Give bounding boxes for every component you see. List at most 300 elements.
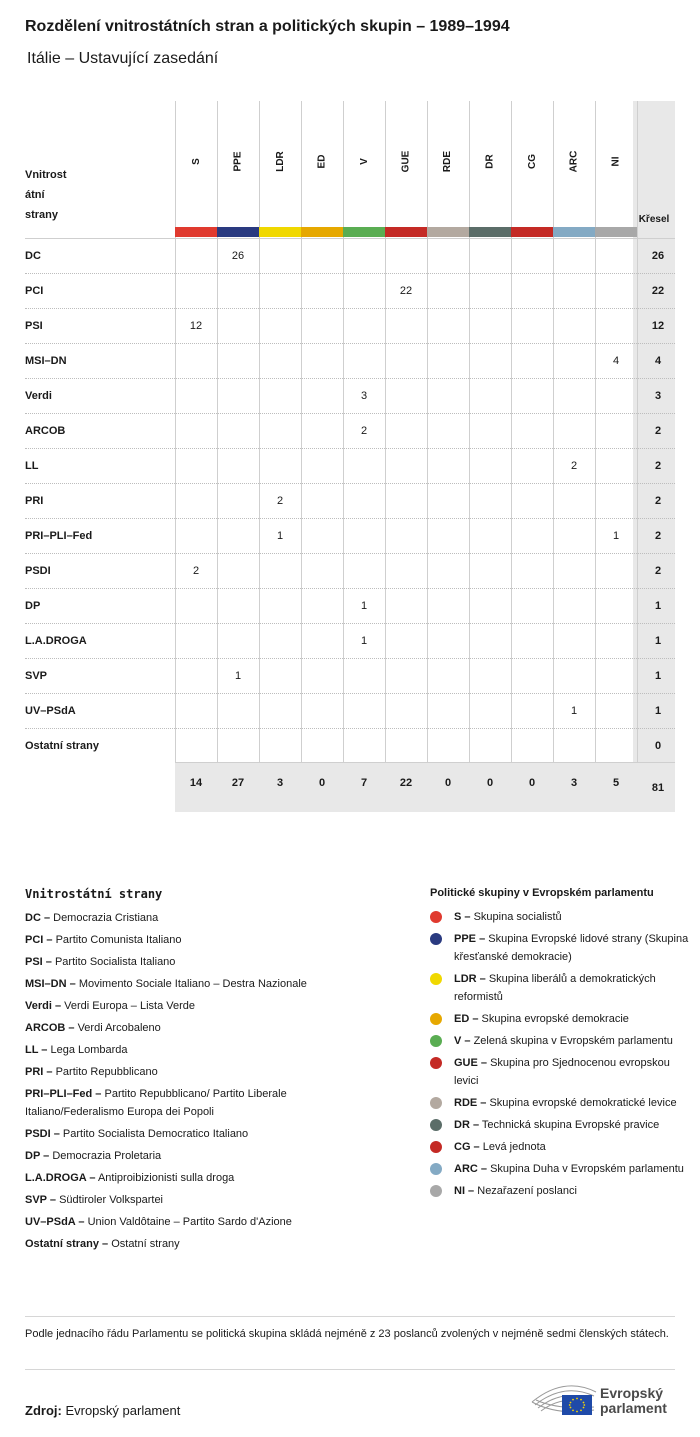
value-cell (469, 379, 511, 414)
value-cell (301, 274, 343, 309)
value-cell (553, 344, 595, 379)
value-cell (511, 554, 553, 589)
value-cell (511, 694, 553, 729)
party-abbr: PCI – (25, 934, 53, 946)
value-cell (175, 274, 217, 309)
group-column-header (259, 101, 301, 221)
party-name-cell: Verdi (25, 390, 52, 402)
value-cell (553, 484, 595, 519)
group-code-label: PPE (232, 150, 244, 172)
value-cell (301, 484, 343, 519)
party-name-cell: DC (25, 250, 41, 262)
total-cell: 7 (360, 777, 368, 789)
value-cell (217, 624, 259, 659)
table-row (25, 343, 675, 378)
party-column-header (25, 165, 105, 225)
value-cell (427, 484, 469, 519)
seats-cell: 12 (651, 320, 665, 332)
table-row (25, 378, 675, 413)
party-abbr: Verdi – (25, 1000, 62, 1012)
group-legend-item (430, 1138, 690, 1156)
group-column-header (175, 101, 217, 221)
total-cell: 22 (399, 777, 413, 789)
footnote: Podle jednacího řádu Parlamentu se politická skupina skládá nejméně z 23 poslanců zvolených v nejméně sedmi členských státech. (25, 1316, 675, 1370)
group-full-name: Nezařazení poslanci (477, 1185, 577, 1197)
group-abbr: LDR – (454, 973, 486, 985)
party-full-name: Democrazia Cristiana (53, 912, 159, 924)
group-full-name: Skupina evropské demokratické levice (489, 1097, 677, 1109)
group-code-label: RDE (442, 150, 454, 172)
value-cell (385, 309, 427, 344)
value-cell: 1 (612, 530, 620, 542)
value-cell (469, 624, 511, 659)
value-cell (301, 449, 343, 484)
party-full-name: Verdi Arcobaleno (77, 1022, 161, 1034)
group-code-label: NI (610, 156, 622, 166)
total-cell: 27 (231, 777, 245, 789)
table-row (25, 273, 675, 308)
value-cell (595, 694, 637, 729)
value-cell: 22 (399, 285, 413, 297)
group-color-dot-icon (430, 1141, 442, 1153)
party-name-cell: PCI (25, 285, 44, 297)
value-cell (217, 484, 259, 519)
value-cell (553, 239, 595, 274)
value-cell: 2 (276, 495, 284, 507)
group-abbr: GUE – (454, 1057, 488, 1069)
table-row (25, 658, 675, 693)
party-name-cell: DP (25, 600, 41, 612)
group-full-name: Skupina Evropské lidové strany (Skupina křesťanské demokracie) (454, 933, 689, 963)
source-line (25, 1403, 180, 1418)
value-cell (259, 589, 301, 624)
group-abbr: S – (454, 911, 471, 923)
value-cell (301, 519, 343, 554)
party-name-cell: SVP (25, 670, 48, 682)
group-column-header (343, 101, 385, 221)
party-legend-item (25, 1063, 385, 1081)
group-legend-item (430, 1182, 690, 1200)
group-code-label: CG (526, 153, 538, 169)
party-abbr: LL – (25, 1044, 48, 1056)
value-cell (511, 344, 553, 379)
value-cell: 1 (234, 670, 242, 682)
value-cell (175, 519, 217, 554)
party-abbr: SVP – (25, 1194, 56, 1206)
value-cell (385, 659, 427, 694)
value-cell (427, 414, 469, 449)
group-abbr: PPE – (454, 933, 486, 945)
group-column-header (217, 101, 259, 221)
party-full-name: Ostatní strany (111, 1238, 180, 1250)
value-cell (427, 344, 469, 379)
source-value: Evropský parlament (65, 1403, 181, 1418)
value-cell (175, 414, 217, 449)
logo-text-line: Evropský (600, 1385, 664, 1401)
logo-text-line: parlament (600, 1400, 667, 1416)
value-cell (469, 484, 511, 519)
value-cell (427, 554, 469, 589)
value-cell (301, 414, 343, 449)
value-cell (553, 624, 595, 659)
national-parties-legend-title: Vnitrostátní strany (25, 887, 163, 901)
value-cell (301, 694, 343, 729)
value-cell (259, 554, 301, 589)
value-cell (511, 449, 553, 484)
group-code-label: GUE (400, 150, 412, 172)
group-color-bar (511, 227, 553, 237)
party-abbr: DP – (25, 1150, 50, 1162)
party-name-cell: LL (25, 460, 39, 472)
value-cell (553, 519, 595, 554)
group-abbr: V – (454, 1035, 471, 1047)
group-legend-item (430, 1094, 690, 1112)
group-code-label: DR (484, 153, 496, 169)
value-cell (427, 624, 469, 659)
total-cell: 0 (318, 777, 326, 789)
value-cell (385, 624, 427, 659)
group-code-label: ED (316, 154, 328, 168)
value-cell (301, 554, 343, 589)
table-row (25, 553, 675, 588)
party-legend-item (25, 975, 385, 993)
political-groups-legend (430, 887, 690, 1204)
page-subtitle: Itálie – Ustavující zasedání (27, 50, 219, 67)
party-legend-item (25, 1147, 385, 1165)
group-code-label: V (358, 157, 370, 165)
value-cell (511, 484, 553, 519)
value-cell: 26 (231, 250, 245, 262)
group-color-dot-icon (430, 973, 442, 985)
value-cell (301, 309, 343, 344)
value-cell (469, 659, 511, 694)
party-header-line: Vnitrost (25, 169, 67, 181)
group-color-bar (259, 227, 301, 237)
value-cell (343, 274, 385, 309)
total-cell: 0 (528, 777, 536, 789)
seats-cell: 2 (654, 460, 662, 472)
group-color-dot-icon (430, 1057, 442, 1069)
value-cell (259, 694, 301, 729)
value-cell (595, 554, 637, 589)
group-full-name: Skupina pro Sjednocenou evropskou levici (454, 1057, 670, 1087)
value-cell (343, 344, 385, 379)
party-header-line: strany (25, 209, 59, 221)
party-full-name: Partito Socialista Democratico Italiano (62, 1128, 249, 1140)
party-legend-item (25, 953, 385, 971)
value-cell (217, 414, 259, 449)
value-cell (595, 449, 637, 484)
value-cell: 1 (276, 530, 284, 542)
value-cell (343, 554, 385, 589)
value-cell (511, 414, 553, 449)
party-abbr: PSI – (25, 956, 52, 968)
value-cell (175, 379, 217, 414)
value-cell (469, 274, 511, 309)
group-abbr: RDE – (454, 1097, 487, 1109)
party-abbr: ARCOB – (25, 1022, 75, 1034)
party-abbr: PRI–PLI–Fed – (25, 1088, 102, 1100)
value-cell: 1 (570, 705, 578, 717)
group-full-name: Zelená skupina v Evropském parlamentu (473, 1035, 673, 1047)
party-abbr: PSDI – (25, 1128, 60, 1140)
seats-cell: 1 (654, 600, 662, 612)
value-cell (301, 589, 343, 624)
value-cell (217, 274, 259, 309)
value-cell (175, 624, 217, 659)
value-cell (217, 554, 259, 589)
group-legend-item (430, 1032, 690, 1050)
value-cell (259, 624, 301, 659)
group-code-label: S (190, 157, 202, 165)
value-cell (427, 239, 469, 274)
table-row (25, 238, 675, 273)
group-code-label: ARC (568, 150, 580, 172)
group-column-header (595, 101, 637, 221)
seats-cell: 3 (654, 390, 662, 402)
seats-cell: 22 (651, 285, 665, 297)
value-cell (595, 484, 637, 519)
party-abbr: UV–PSdA – (25, 1216, 85, 1228)
party-full-name: Movimento Sociale Italiano – Destra Nazionale (78, 978, 307, 990)
group-color-dot-icon (430, 1097, 442, 1109)
value-cell (175, 729, 217, 764)
value-cell (385, 379, 427, 414)
value-cell (301, 624, 343, 659)
table-row (25, 623, 675, 658)
value-cell: 3 (360, 390, 368, 402)
party-full-name: Democrazia Proletaria (52, 1150, 162, 1162)
seats-cell: 0 (654, 740, 662, 752)
table-row (25, 308, 675, 343)
seats-cell: 1 (654, 705, 662, 717)
page-title: Rozdělení vnitrostátních stran a politických skupin – 1989–1994 (25, 18, 510, 35)
value-cell (511, 274, 553, 309)
value-cell (385, 519, 427, 554)
group-abbr: DR – (454, 1119, 480, 1131)
group-column-header (511, 101, 553, 221)
value-cell (385, 344, 427, 379)
party-legend-item (25, 1169, 385, 1187)
party-legend-item (25, 909, 385, 927)
value-cell (385, 239, 427, 274)
totals-row (175, 762, 675, 812)
group-color-bar (175, 227, 217, 237)
table-row (25, 518, 675, 553)
value-cell (301, 379, 343, 414)
party-abbr: DC – (25, 912, 51, 924)
value-cell (469, 729, 511, 764)
party-full-name: Partito Comunista Italiano (55, 934, 182, 946)
party-full-name: Verdi Europa – Lista Verde (64, 1000, 196, 1012)
seats-cell: 26 (651, 250, 665, 262)
value-cell (427, 309, 469, 344)
value-cell (469, 414, 511, 449)
party-abbr: PRI – (25, 1066, 53, 1078)
value-cell (511, 589, 553, 624)
value-cell (385, 694, 427, 729)
value-cell: 2 (570, 460, 578, 472)
party-legend-item (25, 1235, 385, 1253)
value-cell (427, 274, 469, 309)
group-color-bar (217, 227, 259, 237)
total-seats-cell: 81 (651, 782, 665, 794)
seats-cell: 1 (654, 670, 662, 682)
group-full-name: Skupina Duha v Evropském parlamentu (490, 1163, 684, 1175)
party-name-cell: PSI (25, 320, 43, 332)
value-cell (343, 484, 385, 519)
table-row (25, 588, 675, 623)
value-cell (553, 379, 595, 414)
party-full-name: Partito Socialista Italiano (54, 956, 176, 968)
party-legend-item (25, 997, 385, 1015)
value-cell (259, 274, 301, 309)
value-cell (217, 344, 259, 379)
value-cell (595, 659, 637, 694)
group-legend-item (430, 970, 690, 1006)
value-cell (259, 729, 301, 764)
value-cell (217, 589, 259, 624)
group-color-dot-icon (430, 1185, 442, 1197)
group-color-bar (595, 227, 637, 237)
party-legend-item (25, 1125, 385, 1143)
group-color-bar (343, 227, 385, 237)
value-cell: 2 (360, 425, 368, 437)
value-cell (301, 659, 343, 694)
group-legend-item (430, 908, 690, 926)
value-cell (511, 239, 553, 274)
value-cell (469, 309, 511, 344)
value-cell (175, 344, 217, 379)
party-name-cell: UV–PSdA (25, 705, 76, 717)
value-cell (301, 239, 343, 274)
party-full-name: Partito Repubblicano (55, 1066, 158, 1078)
value-cell (553, 414, 595, 449)
value-cell (427, 589, 469, 624)
group-color-bar (553, 227, 595, 237)
party-name-cell: L.A.DROGA (25, 635, 87, 647)
party-name-cell: PSDI (25, 565, 51, 577)
value-cell (595, 729, 637, 764)
party-abbr: Ostatní strany – (25, 1238, 109, 1250)
table-row (25, 448, 675, 483)
party-full-name: Partito Repubblicano/ Partito Liberale Italiano/Federalismo Europa dei Popoli (25, 1088, 287, 1118)
value-cell (343, 659, 385, 694)
value-cell (595, 414, 637, 449)
value-cell (385, 589, 427, 624)
value-cell (259, 309, 301, 344)
group-column-header (469, 101, 511, 221)
party-legend-item (25, 1191, 385, 1209)
value-cell (301, 729, 343, 764)
party-abbr: MSI–DN – (25, 978, 76, 990)
national-parties-legend (25, 887, 385, 1257)
value-cell (595, 624, 637, 659)
value-cell (427, 694, 469, 729)
value-cell (343, 519, 385, 554)
value-cell (217, 519, 259, 554)
total-cell: 3 (276, 777, 284, 789)
value-cell (175, 659, 217, 694)
value-cell (469, 589, 511, 624)
value-cell (217, 449, 259, 484)
value-cell (217, 694, 259, 729)
seats-cell: 2 (654, 530, 662, 542)
value-cell (469, 554, 511, 589)
source-label: Zdroj: (25, 1403, 62, 1418)
party-legend-item (25, 931, 385, 949)
total-cell: 14 (189, 777, 203, 789)
value-cell (469, 239, 511, 274)
group-color-dot-icon (430, 1119, 442, 1131)
group-color-dot-icon (430, 1013, 442, 1025)
table-row (25, 483, 675, 518)
group-column-header (553, 101, 595, 221)
value-cell (217, 309, 259, 344)
group-abbr: CG – (454, 1141, 480, 1153)
value-cell (259, 379, 301, 414)
party-legend-item (25, 1085, 385, 1121)
value-cell (385, 554, 427, 589)
group-legend-item (430, 1160, 690, 1178)
group-full-name: Levá jednota (482, 1141, 546, 1153)
value-cell (595, 379, 637, 414)
party-name-cell: Ostatní strany (25, 740, 99, 752)
party-header-line: átní (25, 189, 45, 201)
seats-cell: 2 (654, 565, 662, 577)
value-cell (217, 729, 259, 764)
group-code-label: LDR (274, 150, 286, 172)
party-legend-item (25, 1019, 385, 1037)
party-legend-item (25, 1213, 385, 1231)
value-cell (259, 239, 301, 274)
group-full-name: Skupina socialistů (473, 911, 562, 923)
value-cell (553, 659, 595, 694)
total-cell: 5 (612, 777, 620, 789)
value-cell: 1 (360, 635, 368, 647)
group-color-bar (427, 227, 469, 237)
party-name-cell: MSI–DN (25, 355, 67, 367)
group-color-dot-icon (430, 933, 442, 945)
value-cell (301, 344, 343, 379)
party-full-name: Antiproibizionisti sulla droga (97, 1172, 235, 1184)
value-cell: 2 (192, 565, 200, 577)
value-cell: 1 (360, 600, 368, 612)
value-cell: 4 (612, 355, 620, 367)
value-cell (259, 414, 301, 449)
group-column-header (385, 101, 427, 221)
value-cell (427, 659, 469, 694)
group-column-header (301, 101, 343, 221)
group-column-header (427, 101, 469, 221)
value-cell (343, 309, 385, 344)
group-abbr: ARC – (454, 1163, 488, 1175)
total-cell: 3 (570, 777, 578, 789)
european-parliament-logo-text (600, 1386, 667, 1416)
group-full-name: Skupina evropské demokracie (481, 1013, 629, 1025)
group-full-name: Skupina liberálů a demokratických reformistů (454, 973, 656, 1003)
seats-column-header: Křesel (638, 214, 670, 225)
value-cell (511, 519, 553, 554)
value-cell (427, 519, 469, 554)
value-cell (427, 729, 469, 764)
seats-cell: 1 (654, 635, 662, 647)
value-cell (553, 554, 595, 589)
group-legend-item (430, 1116, 690, 1134)
value-cell (259, 344, 301, 379)
value-cell (175, 484, 217, 519)
value-cell (553, 309, 595, 344)
